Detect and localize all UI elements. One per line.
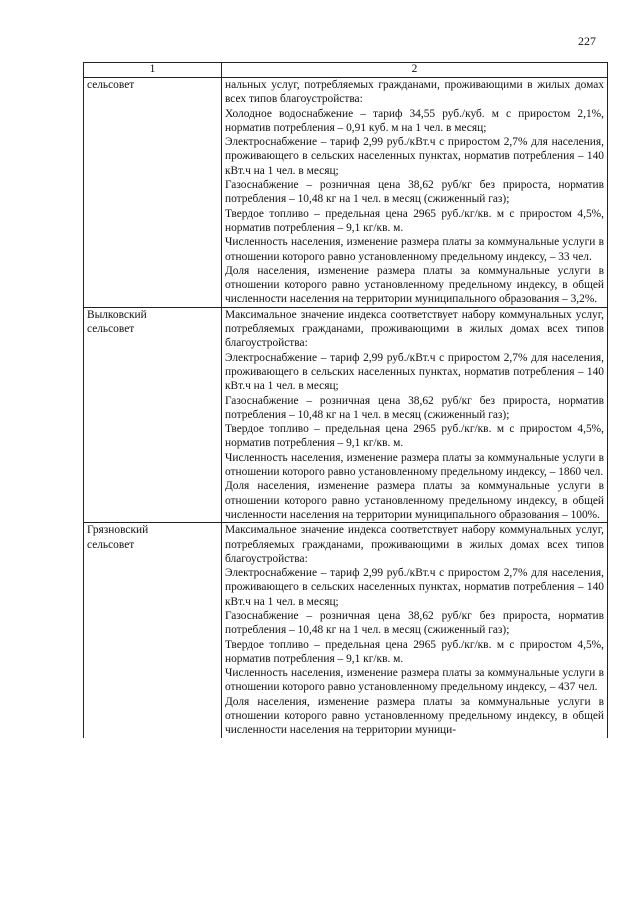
paragraph: Численность населения, изменение размера платы за коммунальные услуги в отношении которого равно установленному предельному индексу, – 437 чел. bbox=[225, 667, 604, 694]
table-header-row bbox=[84, 63, 608, 78]
paragraph: Доля населения, изменение размера платы за коммунальные услуги в отношении которого равно установленному предельному индексу, в общей численности населения на территории муниципального образования – 3,2%. bbox=[225, 264, 604, 306]
municipality-name: Вылковский сельсовет bbox=[84, 307, 222, 522]
paragraph: Доля населения, изменение размера платы за коммунальные услуги в отношении которого равно установленному предельному индексу, в общей численности населения на территории муниципального образования – 100%. bbox=[225, 480, 604, 521]
paragraph: Доля населения, изменение размера платы за коммунальные услуги в отношении которого равно установленному предельному индексу, в общей численности населения на территории муници- bbox=[225, 695, 604, 737]
column-header-1: 1 bbox=[84, 63, 222, 78]
paragraph: Численность населения, изменение размера платы за коммунальные услуги в отношении которого равно установленному предельному индексу, – 1860 чел. bbox=[225, 451, 604, 479]
municipality-name: Грязновский сельсовет bbox=[84, 523, 222, 738]
row-description bbox=[222, 523, 608, 738]
column-header-2: 2 bbox=[222, 63, 608, 78]
page-number: 227 bbox=[578, 34, 596, 48]
paragraph: Максимальное значение индекса соответствует набору коммунальных услуг, потребляемых гражданами, проживающими в жилых домах всех типов благоустройства: bbox=[225, 524, 604, 565]
paragraph: Электроснабжение – тариф 2,99 руб./кВт.ч с приростом 2,7% для населения, проживающего в сельских населенных пунктах, норматив потребления – 140 кВт.ч на 1 чел. в месяц; bbox=[225, 567, 604, 608]
paragraph: Газоснабжение – розничная цена 38,62 руб/кг без прироста, норматив потребления – 10,48 кг на 1 чел. в месяц (сжиженный газ); bbox=[225, 179, 604, 206]
paragraph: Холодное водоснабжение – тариф 34,55 руб./куб. м с приростом 2,1%, норматив потребления – 0,91 куб. м на 1 чел. в месяц; bbox=[225, 107, 604, 134]
table-row bbox=[84, 307, 608, 522]
paragraph: Электроснабжение – тариф 2,99 руб./кВт.ч с приростом 2,7% для населения, проживающего в сельских населенных пунктах, норматив потребления – 140 кВт.ч на 1 чел. в месяц; bbox=[225, 351, 604, 393]
paragraph: Газоснабжение – розничная цена 38,62 руб/кг без прироста, норматив потребления – 10,48 кг на 1 чел. в месяц (сжиженный газ); bbox=[225, 609, 604, 637]
paragraph: Твердое топливо – предельная цена 2965 руб./кг/кв. м с приростом 4,5%, норматив потребления – 9,1 кг/кв. м. bbox=[225, 423, 604, 450]
municipality-name: сельсовет bbox=[84, 78, 222, 308]
table-row bbox=[84, 523, 608, 738]
paragraph: Электроснабжение – тариф 2,99 руб./кВт.ч с приростом 2,7% для населения, проживающего в сельских населенных пунктах, норматив потребления – 140 кВт.ч на 1 чел. в месяц; bbox=[225, 136, 604, 177]
paragraph: Твердое топливо – предельная цена 2965 руб./кг/кв. м с приростом 4,5%, норматив потребления – 9,1 кг/кв. м. bbox=[225, 207, 604, 234]
paragraph: Максимальное значение индекса соответствует набору коммунальных услуг, потребляемых гражданами, проживающими в жилых домах всех типов благоустройства: bbox=[225, 308, 604, 350]
paragraph: нальных услуг, потребляемых гражданами, проживающими в жилых домах всех типов благоустройства: bbox=[225, 79, 604, 106]
paragraph: Численность населения, изменение размера платы за коммунальные услуги в отношении которого равно установленному предельному индексу, – 33 чел. bbox=[225, 236, 604, 263]
paragraph: Твердое топливо – предельная цена 2965 руб./кг/кв. м с приростом 4,5%, норматив потребления – 9,1 кг/кв. м. bbox=[225, 638, 604, 665]
row-description bbox=[222, 307, 608, 522]
document-table bbox=[83, 62, 608, 738]
table-row bbox=[84, 78, 608, 308]
paragraph: Газоснабжение – розничная цена 38,62 руб/кг без прироста, норматив потребления – 10,48 кг на 1 чел. в месяц (сжиженный газ); bbox=[225, 394, 604, 421]
row-description bbox=[222, 78, 608, 308]
